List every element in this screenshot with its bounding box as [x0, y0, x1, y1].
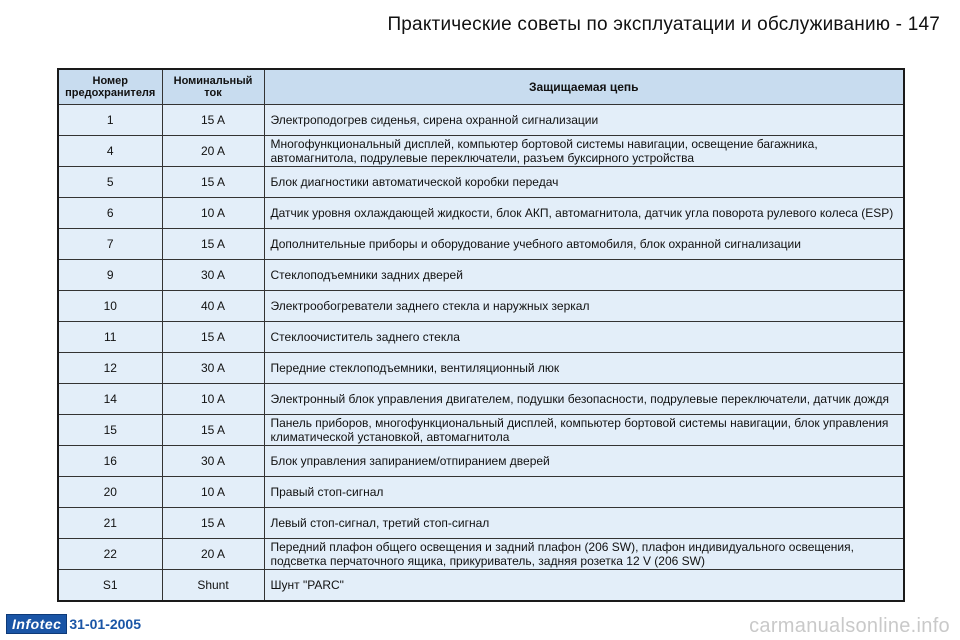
column-header-number: Номер предохранителя: [58, 69, 162, 105]
cell-protected-circuit: Дополнительные приборы и оборудование учебного автомобиля, блок охранной сигнализации: [264, 229, 904, 260]
cell-rated-current: Shunt: [162, 570, 264, 602]
cell-rated-current: 15 A: [162, 508, 264, 539]
document-date: 31-01-2005: [69, 616, 142, 632]
cell-fuse-number: 21: [58, 508, 162, 539]
table-row: [58, 570, 904, 602]
cell-fuse-number: 14: [58, 384, 162, 415]
cell-protected-circuit: Блок управления запиранием/отпиранием дверей: [264, 446, 904, 477]
table-header-row: [58, 69, 904, 105]
cell-rated-current: 20 A: [162, 539, 264, 570]
cell-rated-current: 15 A: [162, 105, 264, 136]
cell-protected-circuit: Многофункциональный дисплей, компьютер бортовой системы навигации, освещение багажника, автомагнитола, подрулевые переключатели, разъем буксирного устройства: [264, 136, 904, 167]
cell-fuse-number: S1: [58, 570, 162, 602]
cell-protected-circuit: Передние стеклоподъемники, вентиляционный люк: [264, 353, 904, 384]
cell-rated-current: 15 A: [162, 322, 264, 353]
cell-fuse-number: 11: [58, 322, 162, 353]
cell-protected-circuit: Электроподогрев сиденья, сирена охранной сигнализации: [264, 105, 904, 136]
cell-rated-current: 15 A: [162, 415, 264, 446]
table-row: [58, 136, 904, 167]
cell-fuse-number: 20: [58, 477, 162, 508]
watermark: carmanualsonline.info: [749, 615, 950, 637]
table-row: [58, 477, 904, 508]
table-row: [58, 167, 904, 198]
cell-protected-circuit: Шунт "PARC": [264, 570, 904, 602]
table-row: [58, 198, 904, 229]
footer-branding: [6, 614, 141, 634]
cell-fuse-number: 9: [58, 260, 162, 291]
cell-fuse-number: 6: [58, 198, 162, 229]
cell-rated-current: 10 A: [162, 477, 264, 508]
cell-rated-current: 10 A: [162, 384, 264, 415]
table-row: [58, 291, 904, 322]
cell-fuse-number: 10: [58, 291, 162, 322]
cell-protected-circuit: Стеклоочиститель заднего стекла: [264, 322, 904, 353]
column-header-current: Номинальный ток: [162, 69, 264, 105]
cell-protected-circuit: Электронный блок управления двигателем, подушки безопасности, подрулевые переключатели, датчик дождя: [264, 384, 904, 415]
cell-fuse-number: 5: [58, 167, 162, 198]
cell-fuse-number: 15: [58, 415, 162, 446]
table-row: [58, 415, 904, 446]
table-row: [58, 539, 904, 570]
cell-fuse-number: 4: [58, 136, 162, 167]
table-row: [58, 322, 904, 353]
cell-rated-current: 30 A: [162, 353, 264, 384]
table-body: [58, 105, 904, 602]
fuse-table: [57, 68, 905, 602]
cell-protected-circuit: Правый стоп-сигнал: [264, 477, 904, 508]
table-row: [58, 260, 904, 291]
table-row: [58, 353, 904, 384]
cell-protected-circuit: Панель приборов, многофункциональный дисплей, компьютер бортовой системы навигации, блок управления климатической установкой, автомагнитола: [264, 415, 904, 446]
cell-fuse-number: 22: [58, 539, 162, 570]
cell-rated-current: 15 A: [162, 229, 264, 260]
cell-protected-circuit: Датчик уровня охлаждающей жидкости, блок АКП, автомагнитола, датчик угла поворота рулевого колеса (ESP): [264, 198, 904, 229]
table-row: [58, 508, 904, 539]
cell-fuse-number: 16: [58, 446, 162, 477]
cell-fuse-number: 1: [58, 105, 162, 136]
cell-fuse-number: 12: [58, 353, 162, 384]
cell-rated-current: 30 A: [162, 446, 264, 477]
table-row: [58, 105, 904, 136]
table-row: [58, 384, 904, 415]
table-row: [58, 446, 904, 477]
table-row: [58, 229, 904, 260]
cell-rated-current: 30 A: [162, 260, 264, 291]
cell-rated-current: 15 A: [162, 167, 264, 198]
cell-protected-circuit: Блок диагностики автоматической коробки передач: [264, 167, 904, 198]
page-title: Практические советы по эксплуатации и обслуживанию - 147: [387, 14, 940, 35]
infotec-logo: Infotec: [6, 614, 67, 634]
cell-fuse-number: 7: [58, 229, 162, 260]
cell-rated-current: 20 A: [162, 136, 264, 167]
cell-protected-circuit: Стеклоподъемники задних дверей: [264, 260, 904, 291]
cell-rated-current: 40 A: [162, 291, 264, 322]
cell-protected-circuit: Передний плафон общего освещения и задний плафон (206 SW), плафон индивидуального освещения, подсветка перчаточного ящика, прикуриватель, задняя розетка 12 V (206 SW): [264, 539, 904, 570]
cell-protected-circuit: Левый стоп-сигнал, третий стоп-сигнал: [264, 508, 904, 539]
cell-protected-circuit: Электрообогреватели заднего стекла и наружных зеркал: [264, 291, 904, 322]
column-header-circuit: Защищаемая цепь: [264, 69, 904, 105]
cell-rated-current: 10 A: [162, 198, 264, 229]
